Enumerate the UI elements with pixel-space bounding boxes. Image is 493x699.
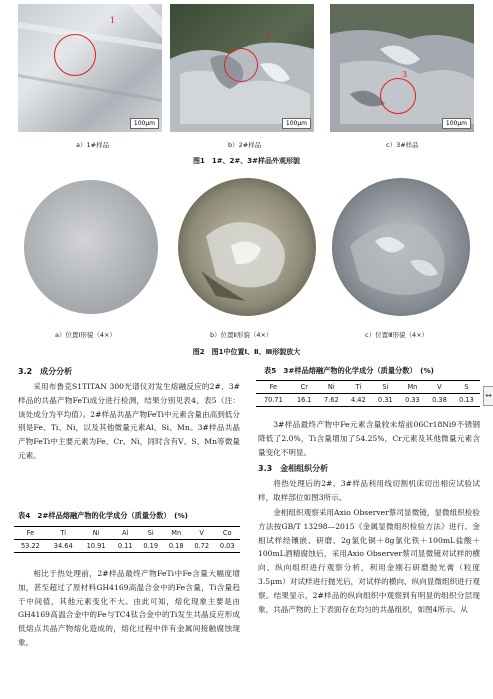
table5-value-cell: 4.42: [345, 394, 372, 407]
table5-header-cell: Cr: [291, 381, 318, 394]
table4-header-cell: Co: [214, 527, 240, 540]
table4: [14, 526, 240, 553]
figure1-photo-2: [170, 4, 314, 132]
table5-value-cell: 70.71: [256, 394, 291, 407]
table4-value-cell: 0.18: [163, 540, 189, 553]
table4-header-row: [14, 527, 240, 540]
table5-value-cell: 0.38: [426, 394, 453, 407]
figure1-caption-c: c）3#样品: [386, 141, 419, 149]
marker-label: 1: [110, 16, 116, 25]
table4-value-cell: 53.22: [14, 540, 47, 553]
table4-header-cell: Mn: [163, 527, 189, 540]
section-3-2-heading: 3.2 成分分析: [18, 367, 73, 376]
red-circle-marker: [54, 34, 96, 76]
marker-label: 2: [265, 32, 271, 41]
right-paragraph-3: 金相组织观察采用Axio Observer蔡司显微镜，显微组织检验方法按GB/T 13298—2015《金属显微组织检验方法》进行。金相试样经镶嵌、研磨、2g氯化铜＋8g氯化铁＋100mL盐酸＋100mL酒精腐蚀后，采用Axio Observer蔡司显微镜对试样的横向、纵向组织进行观察分析，利用金刚石研磨抛光膏（粒度3.5μm）对试样进行抛光后，对试样的横向、纵向显微组织进行观察。结果显示，2#样品的纵向组织中观察到有明显的组织分层现象，共晶产物的上下表面存在均匀的共晶组织，如图4所示。从: [258, 508, 480, 614]
scale-bar-label: 100μm: [130, 118, 159, 129]
table5-header-cell: Mn: [399, 381, 426, 394]
table4-header-cell: Si: [138, 527, 164, 540]
table4-value-cell: 0.72: [189, 540, 215, 553]
figure2-title: 图2 图1中位置Ⅰ、Ⅱ、Ⅲ形貌放大: [192, 348, 301, 356]
table4-value-cell: 10.91: [80, 540, 113, 553]
section-3-3-heading: 3.3 金相组织分析: [258, 464, 329, 473]
table4-value-cell: 0.11: [112, 540, 138, 553]
table4-value-cell: 0.19: [138, 540, 164, 553]
table5-header-cell: S: [453, 381, 480, 394]
table4-header-cell: Fe: [14, 527, 47, 540]
marker-label: 3: [402, 70, 408, 79]
table5-header-cell: Ni: [318, 381, 345, 394]
table4-value-row: [14, 540, 240, 553]
table5-value-row: [256, 394, 480, 407]
section-3-2-paragraph-2: 相比于热处理前，2#样品最终产物FeTi中Fe含量大幅度增加，甚至超过了原材料GH4169高温合金中的Fe含量，Ti含量趋于中间值，其他元素变化不大。由此可知，熔化现象主要是由GH4169高温合金中的Fe与TC4钛合金中的Ti发生共晶反应形成低熔点共晶产物熔化造成的，熔化过程中伴有金属间接触腐蚀现象。: [18, 569, 240, 647]
table5-value-cell: 0.13: [453, 394, 480, 407]
figure2-photo-1: [22, 178, 160, 316]
table4-header-cell: V: [189, 527, 215, 540]
figure2-caption-a: a）位置Ⅰ形貌（4×）: [55, 331, 116, 339]
table5-header-row: [256, 381, 480, 394]
table5-value-cell: 7.62: [318, 394, 345, 407]
figure2-caption-c: c）位置Ⅲ形貌（4×）: [365, 331, 429, 339]
figure1-title: 图1 1#、2#、3#样品外观形貌: [192, 157, 301, 165]
table5: [256, 380, 480, 407]
table4-header-cell: Ti: [47, 527, 80, 540]
table4-header-cell: Al: [112, 527, 138, 540]
table4-value-cell: 34.64: [47, 540, 80, 553]
table4-header-cell: Ni: [80, 527, 113, 540]
red-circle-marker: [380, 78, 416, 114]
table5-value-cell: 16.1: [291, 394, 318, 407]
right-paragraph-2: 将热处理后的2#、3#样品利用线切割机床切出相应试验试样，取样部位如图3所示。: [258, 479, 480, 502]
table5-header-cell: Ti: [345, 381, 372, 394]
table5-value-cell: 0.33: [399, 394, 426, 407]
figure2-photo-3: [330, 176, 472, 318]
figure1-photo-1: [18, 4, 162, 132]
table5-header-cell: V: [426, 381, 453, 394]
table4-value-cell: 0.03: [214, 540, 240, 553]
scale-bar-label: 100μm: [442, 118, 471, 129]
side-expand-button[interactable]: ↔: [483, 386, 493, 406]
figure1-photo-3: [330, 4, 474, 132]
figure1-caption-a: a）1#样品: [76, 141, 110, 149]
scale-bar-label: 100μm: [282, 118, 311, 129]
table4-caption: 表4 2#样品熔融产物的化学成分（质量分数） (%): [18, 511, 188, 520]
table5-header-cell: Si: [372, 381, 399, 394]
table5-header-cell: Fe: [256, 381, 291, 394]
figure2-caption-b: b）位置Ⅱ形貌（4×）: [210, 331, 273, 339]
right-paragraph-1: 3#样品最终产物中Fe元素含量较未熔前06Cr18Ni9不锈钢降低了2.0%，Ti含量增加了54.25%，Cr元素及其他微量元素含量变化不明显。: [258, 420, 480, 457]
red-circle-marker: [224, 48, 258, 82]
figure2-photo-2: [176, 176, 318, 318]
figure1-caption-b: b）2#样品: [228, 141, 262, 149]
table5-value-cell: 0.31: [372, 394, 399, 407]
table5-caption: 表5 3#样品熔融产物的化学成分（质量分数） (%): [264, 366, 434, 375]
section-3-2-paragraph-1: 采用布鲁克S1TITAN 300光谱仪对发生熔融反应的2#、3#样品的共晶产物FeTi成分进行检测，结果分别见表4、表5（注：该处成分为平均值）。2#样品共晶产物FeTi中元素含量由高到低分别是Fe、Ti、Ni，以及其他微量元素Al、Si、Mn。3#样品共晶产物FeTi中主要元素为Fe、Cr、Ni，同时含有V、S、Mn等微量元素。: [18, 382, 240, 460]
